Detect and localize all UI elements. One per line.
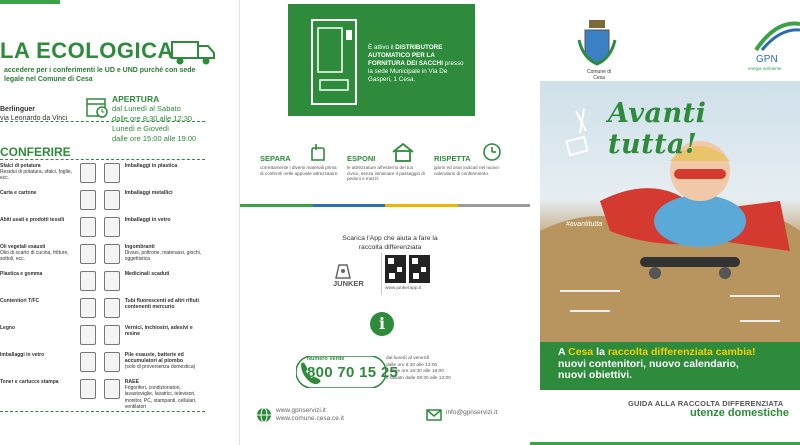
headline-line: nuovi contenitori, nuovo calendario, bbox=[558, 357, 739, 370]
step-desc: le attrezzature all'esterno del tuo civico, senza intralciare il passaggio di pedoni e mezzi. bbox=[347, 165, 425, 182]
step-label: ESPONI bbox=[347, 154, 376, 163]
waste-item-label: Legno bbox=[0, 325, 15, 331]
top-strip bbox=[0, 0, 60, 4]
waste-item-label: Tubi fluorescenti ed altri rifiuti contenenti mercurio bbox=[124, 298, 199, 311]
website-link[interactable]: www.comune.cesa.ce.it bbox=[276, 415, 344, 422]
waste-item-desc: Divani, poltrone, materassi, giochi, oggettistica bbox=[124, 250, 202, 263]
app-promo-text: Scarica l'App che aiuta a fare la raccolta differenziata bbox=[342, 235, 438, 251]
waste-item-label: Abiti usati e prodotti tessili bbox=[0, 217, 65, 223]
vending-machine-icon bbox=[308, 18, 360, 106]
waste-item-right bbox=[125, 379, 205, 410]
address-name: Berlinguer bbox=[0, 106, 36, 113]
waste-row bbox=[0, 190, 205, 217]
waste-item-left bbox=[0, 352, 80, 358]
section-title: CONFERIRE bbox=[0, 145, 71, 159]
waste-item-right bbox=[125, 325, 205, 337]
waste-icon bbox=[80, 217, 96, 237]
junker-label: JUNKER bbox=[333, 279, 364, 288]
divider bbox=[381, 253, 382, 295]
opening-hours bbox=[112, 94, 196, 144]
hand-icon bbox=[308, 142, 328, 162]
waste-item-desc: Residui di potatura, sfalci, foglie, ecc. bbox=[0, 169, 72, 182]
cover-photo bbox=[540, 81, 800, 343]
globe-icon bbox=[256, 407, 272, 423]
waste-item-label: Imballaggi metallici bbox=[124, 190, 173, 196]
waste-row bbox=[0, 163, 205, 190]
email-link[interactable]: info@gpnservizi.it bbox=[446, 409, 498, 416]
apertura-title: APERTURA bbox=[112, 94, 160, 104]
waste-item-label: Oli vegetali esausti bbox=[0, 244, 46, 250]
gpn-logo-text: GPN bbox=[756, 54, 778, 65]
waste-icon bbox=[80, 352, 96, 372]
waste-icon bbox=[80, 271, 96, 291]
comune-name: Cesa bbox=[593, 75, 605, 81]
waste-item-left bbox=[0, 217, 80, 223]
waste-row bbox=[0, 298, 205, 325]
waste-item-right bbox=[125, 190, 205, 196]
guide-subtitle: utenze domestiche bbox=[690, 407, 790, 419]
waste-icon bbox=[104, 298, 120, 318]
waste-icon bbox=[104, 190, 120, 210]
waste-row bbox=[0, 352, 205, 379]
headline-part: la bbox=[593, 346, 608, 358]
headline-raccolta: raccolta differenziata cambia! bbox=[607, 346, 756, 358]
guide-title: GUIDA ALLA RACCOLTA DIFFERENZIATA bbox=[628, 399, 784, 408]
step-desc: giorni ed orari indicati nel nuovo calendario di conferimento. bbox=[434, 165, 499, 176]
waste-row bbox=[0, 244, 205, 271]
divider bbox=[0, 159, 205, 160]
waste-row bbox=[0, 379, 205, 410]
right-panel bbox=[530, 0, 800, 445]
waste-icon bbox=[104, 244, 120, 264]
hours-line: Lunedì e Giovedì bbox=[112, 124, 170, 133]
coat-of-arms-icon bbox=[577, 20, 617, 66]
hours-line: dalle ore 8:30 alle 12:30 bbox=[112, 114, 193, 123]
step-label: RISPETTA bbox=[434, 154, 471, 163]
waste-icon bbox=[104, 217, 120, 237]
waste-icon bbox=[104, 163, 120, 183]
gpn-tagline: enegia·ambiente bbox=[748, 66, 782, 71]
waste-item-right bbox=[125, 352, 205, 371]
junker-url[interactable]: www.junkerapp.it bbox=[385, 286, 422, 291]
waste-item-left bbox=[0, 325, 80, 331]
dispenser-box bbox=[288, 4, 475, 116]
waste-item-left bbox=[0, 163, 80, 182]
headline-cesa: Cesa bbox=[568, 346, 594, 358]
waste-item-right bbox=[125, 271, 205, 277]
waste-item-label: Contenitori T/FC bbox=[0, 298, 40, 304]
waste-item-label: Pile esauste, batterie ed accumulatori al piombo bbox=[124, 352, 184, 365]
headline-text bbox=[558, 347, 800, 382]
divider bbox=[0, 411, 205, 412]
waste-item-left bbox=[0, 298, 80, 304]
waste-item-label: Imballaggi in plastica bbox=[124, 163, 178, 169]
address bbox=[0, 105, 80, 123]
panel-title: LA ECOLOGICA bbox=[0, 38, 174, 63]
waste-row bbox=[0, 325, 205, 352]
waste-item-label: Ingombranti bbox=[124, 244, 155, 250]
waste-icon bbox=[80, 190, 96, 210]
websites bbox=[276, 407, 344, 423]
waste-items-grid bbox=[0, 163, 205, 410]
comune-prefix: Comune di bbox=[587, 69, 612, 75]
step-desc: correttamente i diversi materiali prima di conferirli nelle apposite attrezzature. bbox=[260, 165, 339, 176]
numero-verde[interactable]: 800 70 15 25 bbox=[307, 364, 399, 381]
house-icon bbox=[391, 142, 415, 162]
hours-line: dal Lunedì al Sabato bbox=[112, 104, 181, 113]
gpn-logo-icon bbox=[740, 20, 800, 54]
slogan: Avanti tutta! bbox=[608, 98, 707, 160]
step-rispetta bbox=[434, 148, 514, 176]
waste-item-label: Medicinali scaduti bbox=[124, 271, 170, 277]
phone-hours-line: dalle ore 8:30 alle 13:00 bbox=[386, 362, 438, 368]
left-panel bbox=[0, 0, 240, 445]
waste-item-right bbox=[125, 163, 205, 169]
phone-hours-line: dal lunedì al venerdì bbox=[386, 356, 430, 361]
hours-line: dalle ore 15:00 alle 19:00 bbox=[112, 134, 197, 143]
waste-item-label: Vernici, inchiostri, adesivi e resine bbox=[124, 325, 193, 338]
waste-item-left bbox=[0, 271, 80, 277]
waste-item-label: Plastica e gomma bbox=[0, 271, 43, 277]
waste-item-desc: Frigoriferi, condizionatori, lavastoviglie, lavatrici, televisori, monitor, PC, stampanti, cellulari, ventilatori bbox=[124, 385, 197, 410]
dispenser-text-bold: DISTRIBUTORE AUTOMATICO PER LA FORNITURA DEI SACCHI bbox=[368, 44, 443, 67]
headline-part: A bbox=[558, 346, 569, 358]
waste-icon bbox=[80, 163, 96, 183]
waste-icon bbox=[104, 325, 120, 345]
waste-item-left bbox=[0, 379, 80, 385]
comune-label bbox=[587, 69, 611, 81]
calendar-icon bbox=[86, 96, 108, 118]
qr-code-icon[interactable] bbox=[385, 255, 431, 285]
website-link[interactable]: www.gpnservizi.it bbox=[276, 407, 326, 414]
step-label: SEPARA bbox=[260, 154, 291, 163]
middle-panel bbox=[240, 0, 530, 445]
step-esponi bbox=[347, 148, 427, 182]
waste-item-right bbox=[125, 217, 205, 223]
waste-item-desc: (solo di provenienza domestica) bbox=[124, 364, 196, 371]
waste-item-label: RAEE bbox=[124, 379, 140, 385]
step-separa bbox=[260, 148, 340, 176]
info-icon: i bbox=[370, 312, 394, 336]
waste-icon bbox=[104, 271, 120, 291]
clock-icon bbox=[482, 142, 502, 162]
waste-item-left bbox=[0, 244, 80, 263]
waste-icon bbox=[104, 379, 120, 399]
address-street: via Leonardo da Vinci bbox=[0, 115, 68, 122]
steps bbox=[260, 148, 510, 196]
headline-band bbox=[540, 342, 800, 390]
waste-icon bbox=[80, 325, 96, 345]
waste-item-label: Imballaggi in vetro bbox=[124, 217, 171, 223]
headline-line: nuovi obiettivi. bbox=[558, 369, 633, 381]
mail-icon bbox=[426, 409, 442, 421]
hashtag: #avantitutta bbox=[566, 221, 603, 228]
waste-item-left bbox=[0, 190, 80, 196]
phone-hours-line: il sabato dalle 08:30 alle 12:00 bbox=[386, 375, 451, 381]
junker-logo-icon bbox=[332, 262, 354, 280]
color-separator bbox=[240, 204, 530, 207]
waste-item-desc: Olio di scarto di cucina, fritture, sottoli, ecc. bbox=[0, 250, 69, 263]
waste-item-label: Imballaggi in vetro bbox=[0, 352, 45, 358]
waste-item-label: Sfalci di potatura bbox=[0, 163, 41, 169]
dispenser-text-2: presso la sede Municipale in Via De Gasperi, 1 Cesa. bbox=[368, 60, 464, 83]
dispenser-text-1: È attivo il bbox=[368, 44, 396, 51]
waste-icon bbox=[104, 352, 120, 372]
dispenser-text bbox=[368, 44, 468, 84]
waste-item-right bbox=[125, 298, 205, 310]
waste-icon bbox=[80, 244, 96, 264]
numero-verde-label: Numero Verde bbox=[307, 356, 345, 362]
intro-text: accedere per i conferimenti le UD e UND purché con sede legale nel Comune di Cesa bbox=[4, 67, 196, 83]
waste-row bbox=[0, 271, 205, 298]
waste-icon bbox=[80, 298, 96, 318]
waste-item-label: Carta e cartone bbox=[0, 190, 37, 196]
waste-icon bbox=[80, 379, 96, 399]
phone-hours-line: e dalle ore 15:30 alle 18:00 bbox=[386, 369, 444, 374]
waste-item-right bbox=[125, 244, 205, 263]
phone-hours bbox=[386, 356, 486, 382]
waste-row bbox=[0, 217, 205, 244]
waste-item-label: Toner e cartucce stampa bbox=[0, 379, 59, 385]
truck-icon bbox=[170, 36, 216, 66]
